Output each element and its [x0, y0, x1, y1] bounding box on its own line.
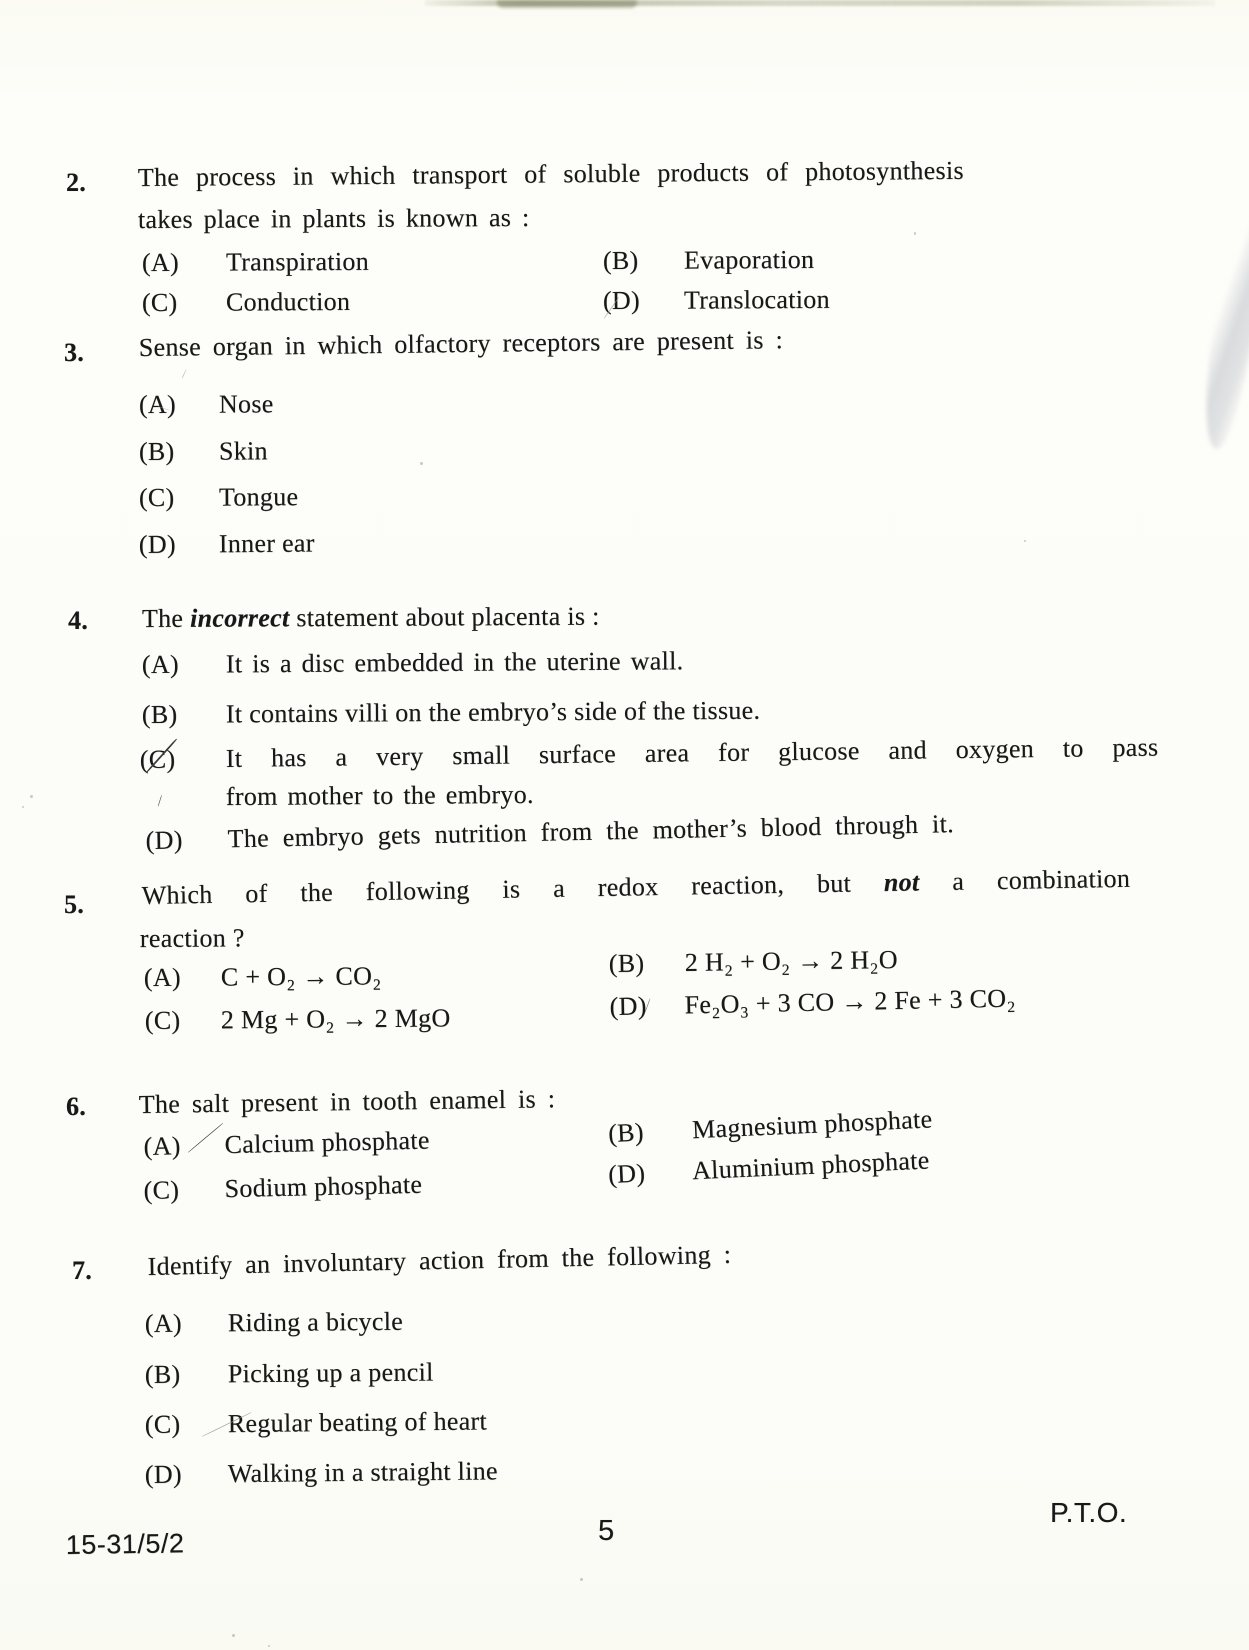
option-text: 2 H₂ + O₂ → 2 H₂O — [684, 944, 898, 977]
scan-speck — [268, 1645, 270, 1647]
option-d — [603, 283, 830, 318]
option-label: (A) — [143, 1131, 181, 1162]
scan-artifact-top-smudge — [497, 0, 637, 8]
option-text: Conduction — [225, 286, 351, 317]
option-text: C + O₂ → CO₂ — [220, 961, 382, 992]
option-d — [145, 807, 954, 858]
option-label: (D) — [144, 1459, 182, 1490]
scan-speck — [232, 1634, 235, 1637]
question-stem: Identify an involuntary action from the following : — [147, 1239, 732, 1282]
option-b — [145, 1355, 434, 1392]
scan-speck — [1024, 540, 1026, 542]
option-label: (C) — [144, 1005, 181, 1036]
question-number: 2. — [66, 168, 87, 197]
option-label: (C) — [144, 1409, 181, 1440]
page-number: 5 — [598, 1515, 615, 1547]
scan-speck — [420, 462, 423, 465]
option-text: Transpiration — [225, 246, 370, 277]
option-b — [607, 1102, 933, 1151]
booklet-code: 15-31/5/2 — [65, 1528, 185, 1561]
option-text: Fe₂O₃ + 3 CO → 2 Fe + 3 CO₂ — [684, 983, 1016, 1020]
stem-text: The — [141, 603, 191, 634]
option-c-continued: from mother to the embryo. — [225, 779, 534, 812]
option-d — [609, 982, 1016, 1024]
option-label: (A) — [141, 649, 179, 680]
option-text: Regular beating of heart — [227, 1406, 488, 1439]
option-text: Riding a bicycle — [227, 1306, 404, 1338]
option-label: (C) — [138, 482, 175, 513]
option-text: Calcium phosphate — [224, 1125, 430, 1160]
scan-speck — [914, 232, 916, 235]
option-label: (A) — [138, 389, 176, 420]
option-text: Picking up a pencil — [227, 1357, 434, 1389]
option-label: (B) — [602, 245, 639, 276]
question-stem: The process in which transport of soluble products of photosynthesis — [137, 155, 964, 193]
option-label: (D) — [609, 991, 647, 1022]
stem-emphasis: incorrect — [189, 603, 290, 633]
option-text: Translocation — [683, 284, 830, 315]
scan-speck — [30, 795, 33, 798]
stem-text: Which of the following is a redox reaction, but — [141, 868, 885, 911]
option-label: (C) — [141, 287, 178, 318]
option-d — [607, 1143, 930, 1192]
option-c — [139, 480, 299, 515]
option-label: (B) — [138, 436, 175, 467]
option-text: It has a very small surface area for glucose and oxygen to pass — [225, 732, 1159, 773]
option-c — [145, 1001, 451, 1038]
option-a — [143, 1124, 430, 1164]
option-text: Evaporation — [683, 244, 815, 275]
option-label: (C) — [139, 744, 176, 775]
option-text: Nose — [218, 389, 274, 419]
option-label: (B) — [607, 1117, 645, 1149]
question-number: 4. — [68, 606, 89, 635]
option-d — [139, 526, 315, 562]
option-label: (A) — [143, 962, 181, 993]
option-text: Inner ear — [218, 528, 315, 559]
pencil-mark-q3-option-a — [182, 369, 187, 378]
option-label: (B) — [144, 1359, 181, 1390]
option-label: (A) — [144, 1308, 182, 1339]
option-label: (D) — [602, 285, 640, 316]
stem-emphasis: not — [883, 867, 920, 898]
option-text: It contains villi on the embryo’s side of the tissue. — [225, 695, 761, 729]
option-a — [142, 245, 369, 280]
option-text: Tongue — [218, 482, 299, 512]
option-b — [603, 243, 815, 278]
ink-mark-q4-option-c-tail — [158, 795, 163, 807]
option-d — [145, 1454, 498, 1492]
pto-label: P.T.O. — [1050, 1497, 1128, 1528]
option-label: (D) — [145, 825, 183, 856]
question-stem: reaction ? — [139, 923, 245, 954]
question-stem — [141, 862, 1130, 913]
question-number: 6. — [66, 1092, 87, 1121]
option-a — [142, 644, 684, 682]
option-text: It is a disc embedded in the uterine wall. — [225, 646, 684, 679]
option-label: (D) — [607, 1158, 646, 1190]
option-text: Aluminium phosphate — [691, 1145, 931, 1186]
question-stem — [142, 600, 600, 636]
question-stem: The salt present in tooth enamel is : — [138, 1084, 556, 1120]
stem-text: a combination — [919, 863, 1131, 897]
option-label: (B) — [141, 699, 178, 730]
scan-speck — [22, 806, 24, 808]
option-b — [139, 434, 268, 469]
option-text: Walking in a straight line — [227, 1456, 498, 1489]
question-number: 5. — [64, 890, 85, 919]
option-label: (C) — [143, 1175, 180, 1206]
option-a — [145, 1305, 403, 1341]
option-label: (D) — [138, 529, 176, 560]
option-c — [142, 285, 351, 320]
option-label: (A) — [141, 247, 179, 278]
option-a — [139, 387, 274, 422]
option-label: (B) — [608, 948, 645, 979]
question-stem: takes place in plants is known as : — [137, 202, 530, 235]
option-a — [144, 959, 382, 995]
option-text: Magnesium phosphate — [691, 1104, 933, 1145]
option-c — [140, 731, 1159, 777]
scan-artifact-page-curl — [1195, 190, 1249, 451]
option-c — [143, 1168, 422, 1208]
option-text: 2 Mg + O₂ → 2 MgO — [220, 1003, 451, 1035]
option-text: Skin — [218, 436, 268, 466]
scan-speck — [580, 1578, 583, 1581]
stem-text: statement about placenta is : — [289, 601, 600, 633]
option-b — [609, 943, 899, 981]
question-stem: Sense organ in which olfactory receptors are present is : — [138, 325, 784, 363]
question-number: 7. — [72, 1256, 93, 1285]
option-b — [142, 694, 761, 732]
option-text: Sodium phosphate — [224, 1169, 423, 1204]
option-c — [145, 1404, 487, 1442]
question-number: 3. — [64, 338, 85, 367]
option-text: The embryo gets nutrition from the mother’s blood through it. — [227, 809, 955, 854]
